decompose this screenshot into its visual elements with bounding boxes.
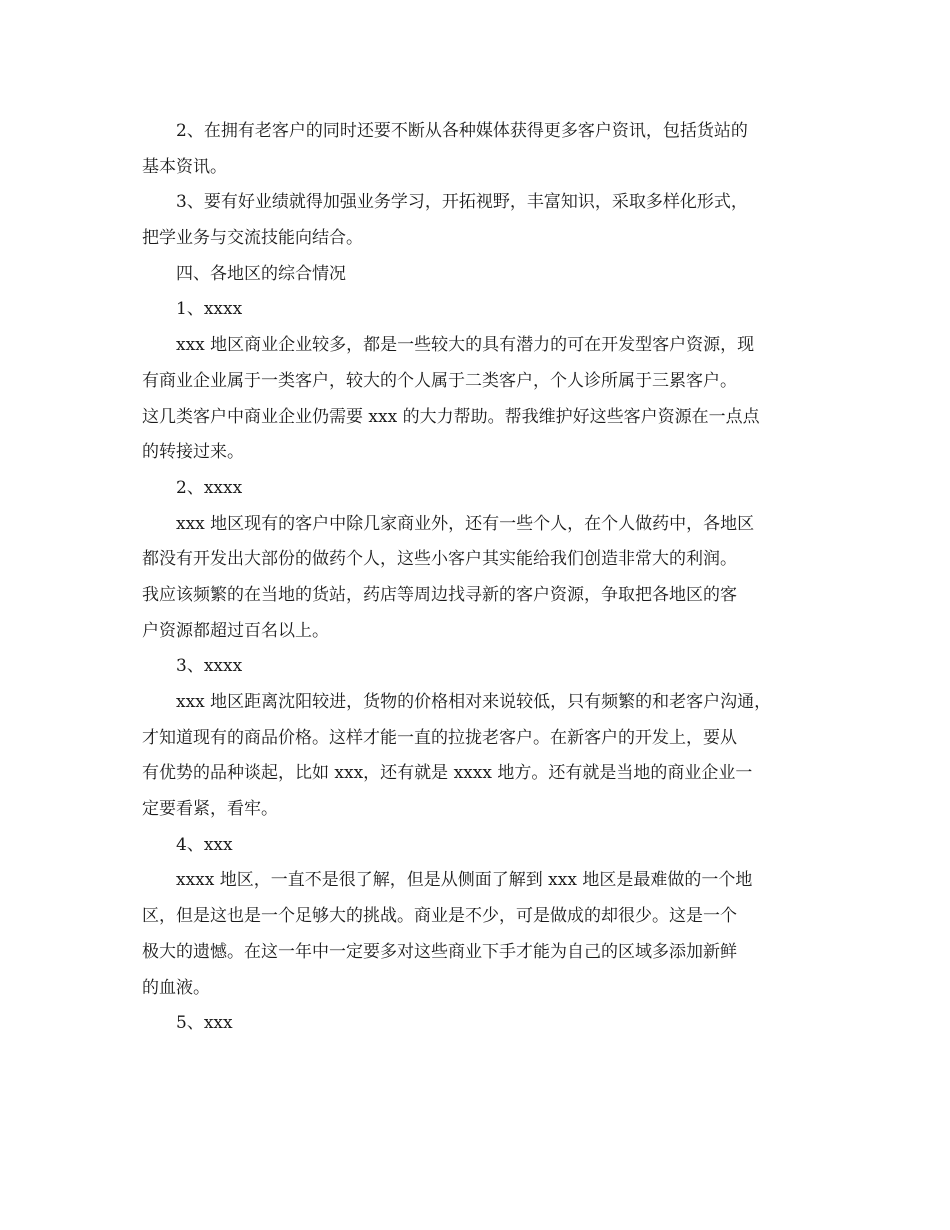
text-line: 有优势的品种谈起，比如 xxx，还有就是 xxxx 地方。还有就是当地的商业企业一 [142,763,753,784]
text-line: 定要看紧，看牢。 [142,799,278,820]
text-line: 3、要有好业绩就得加强业务学习，开拓视野，丰富知识，采取多样化形式， [176,192,748,213]
text-line: 基本资讯。 [142,156,227,177]
text-line: xxx 地区现有的客户中除几家商业外，还有一些个人，在个人做药中，各地区 [176,513,755,534]
text-line: 户资源都超过百名以上。 [142,620,329,641]
text-line: 的血液。 [142,977,210,998]
text-line: xxx 地区距离沈阳较进，货物的价格相对来说较低，只有频繁的和老客户沟通， [176,692,772,712]
text-line: 极大的遗憾。在这一年中一定要多对这些商业下手才能为自己的区域多添加新鲜 [142,941,737,962]
text-line: 才知道现有的商品价格。这样才能一直的拉拢老客户。在新客户的开发上，要从 [142,727,737,748]
text-line: xxxx 地区，一直不是很了解，但是从侧面了解到 xxx 地区是最难做的一个地 [176,870,753,891]
subsection-heading: 4、xxx [176,834,233,855]
document-body [142,114,814,1042]
text-line: xxx 地区商业企业较多，都是一些较大的具有潜力的可在开发型客户资源，现 [176,335,755,356]
text-line: 有商业企业属于一类客户，较大的个人属于二类客户，个人诊所属于三累客户。 [142,370,737,391]
section-heading: 四、各地区的综合情况 [176,263,346,284]
text-line: 都没有开发出大部份的做药个人，这些小客户其实能给我们创造非常大的利润。 [142,549,737,570]
text-line: 我应该频繁的在当地的货站，药店等周边找寻新的客户资源，争取把各地区的客 [142,584,737,605]
subsection-heading: 5、xxx [176,1013,233,1034]
subsection-heading: 1、xxxx [176,299,243,320]
text-line: 的转接过来。 [142,442,244,463]
text-line: 区，但是这也是一个足够大的挑战。商业是不少，可是做成的却很少。这是一个 [142,906,737,927]
subsection-heading: 3、xxxx [176,656,243,677]
text-line: 这几类客户中商业企业仍需要 xxx 的大力帮助。帮我维护好这些客户资源在一点点 [142,406,760,427]
text-line: 把学业务与交流技能向结合。 [142,228,363,249]
subsection-heading: 2、xxxx [176,477,243,498]
text-line: 2、在拥有老客户的同时还要不断从各种媒体获得更多客户资讯，包括货站的 [176,121,748,141]
